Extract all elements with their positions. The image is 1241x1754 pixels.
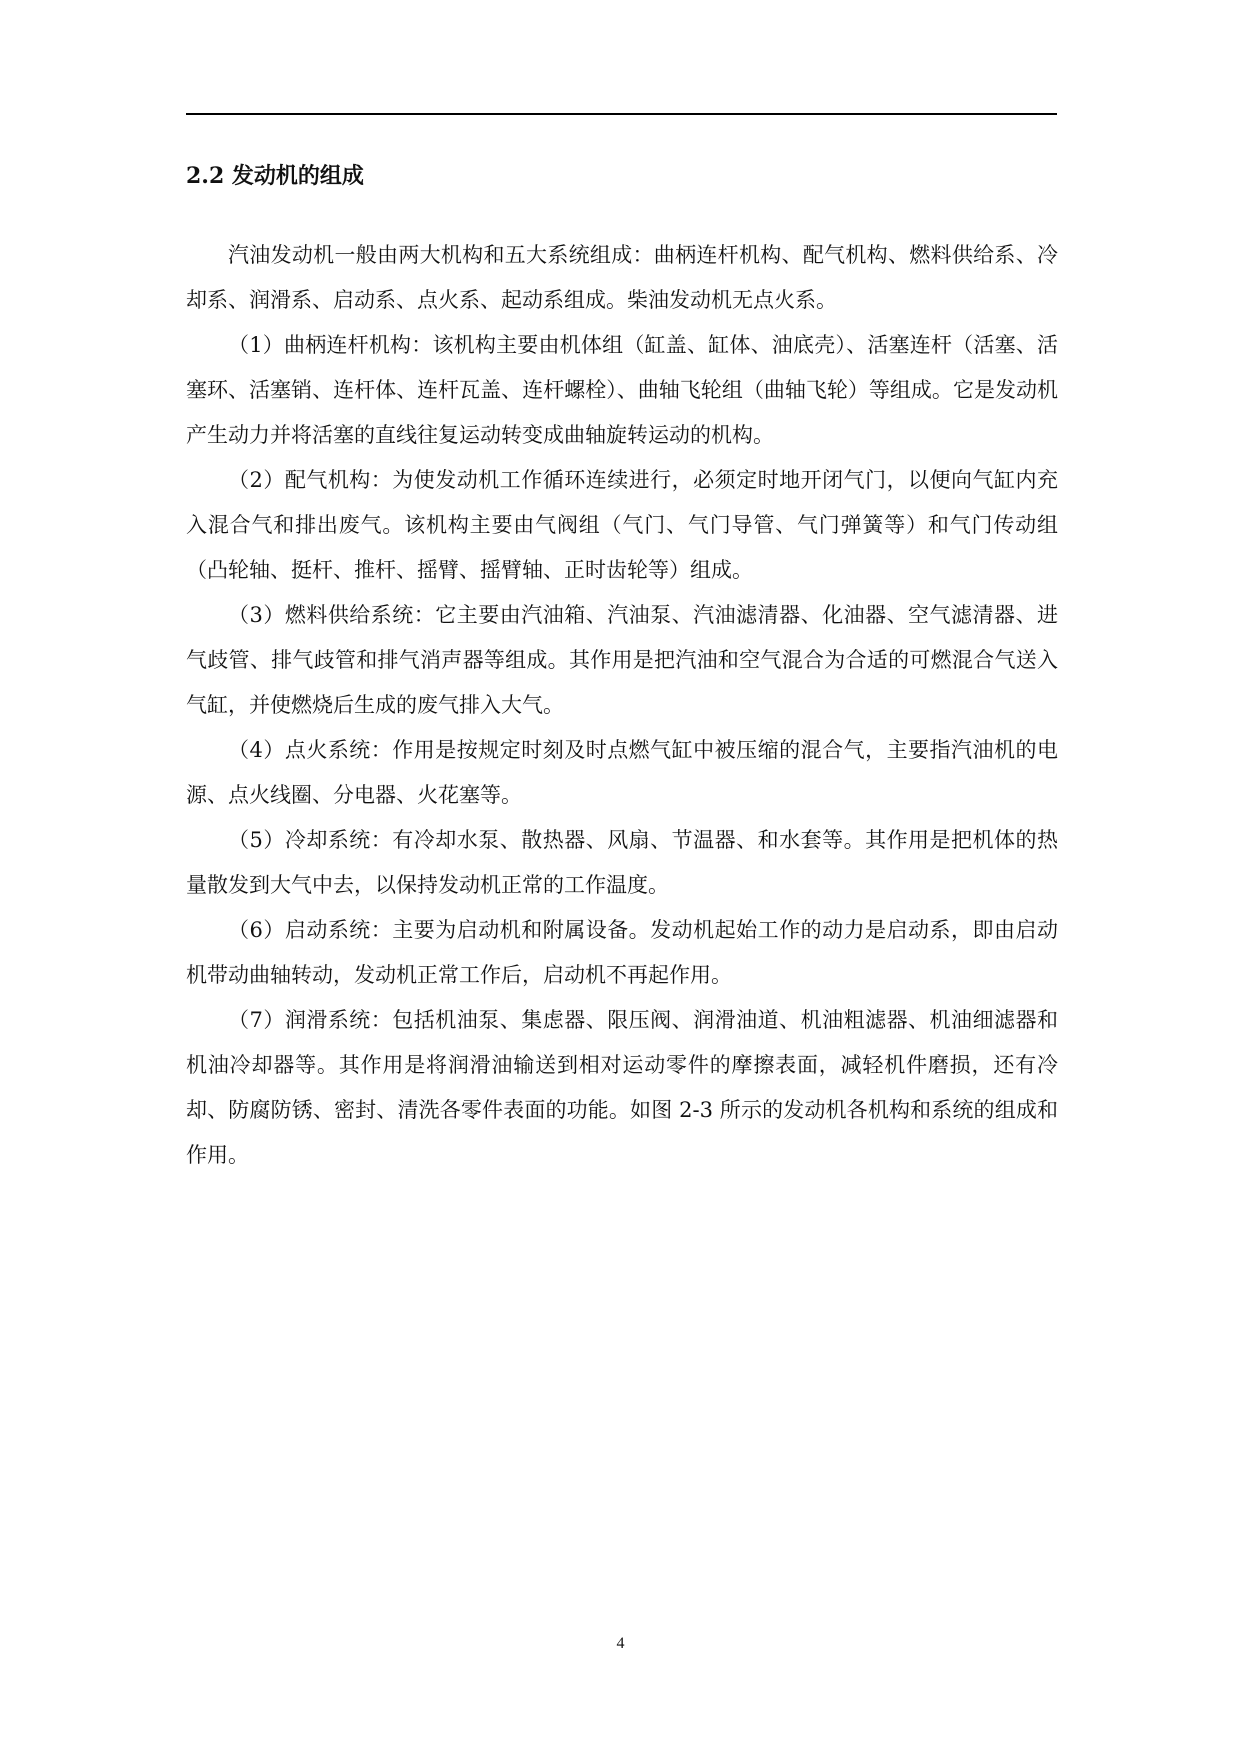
paragraph-valve-train: （2）配气机构：为使发动机工作循环连续进行，必须定时地开闭气门，以便向气缸内充入混合气和排出废气。该机构主要由气阀组（气门、气门导管、气门弹簧等）和气门传动组（凸轮轴、挺杆、推杆、摇臂、摇臂轴、正时齿轮等）组成。 — [186, 468, 1058, 582]
header-rule — [186, 113, 1057, 115]
paragraph-fuel-supply: （3）燃料供给系统：它主要由汽油箱、汽油泵、汽油滤清器、化油器、空气滤清器、进气歧管、排气歧管和排气消声器等组成。其作用是把汽油和空气混合为合适的可燃混合气送入气缸，并使燃烧后生成的废气排入大气。 — [186, 603, 1058, 717]
paragraph-ignition: （4）点火系统：作用是按规定时刻及时点燃气缸中被压缩的混合气，主要指汽油机的电源、点火线圈、分电器、火花塞等。 — [186, 738, 1058, 807]
paragraph-cooling: （5）冷却系统：有冷却水泵、散热器、风扇、节温器、和水套等。其作用是把机体的热量散发到大气中去，以保持发动机正常的工作温度。 — [186, 828, 1058, 897]
paragraph-crank-connecting-rod: （1）曲柄连杆机构：该机构主要由机体组（缸盖、缸体、油底壳）、活塞连杆（活塞、活塞环、活塞销、连杆体、连杆瓦盖、连杆螺栓）、曲轴飞轮组（曲轴飞轮）等组成。它是发动机产生动力并将活塞的直线往复运动转变成曲轴旋转运动的机构。 — [186, 333, 1058, 447]
paragraph-starting: （6）启动系统：主要为启动机和附属设备。发动机起始工作的动力是启动系，即由启动机带动曲轴转动，发动机正常工作后，启动机不再起作用。 — [186, 918, 1058, 987]
intro-paragraph: 汽油发动机一般由两大机构和五大系统组成：曲柄连杆机构、配气机构、燃料供给系、冷却系、润滑系、启动系、点火系、起动系组成。柴油发动机无点火系。 — [186, 243, 1058, 312]
section-heading: 2.2 发动机的组成 — [186, 163, 364, 189]
page-number: 4 — [616, 1635, 625, 1652]
body-text — [186, 233, 1058, 1178]
paragraph-lubrication: （7）润滑系统：包括机油泵、集虑器、限压阀、润滑油道、机油粗滤器、机油细滤器和机油冷却器等。其作用是将润滑油输送到相对运动零件的摩擦表面，减轻机件磨损，还有冷却、防腐防锈、密封、清洗各零件表面的功能。如图 2-3 所示的发动机各机构和系统的组成和作用。 — [186, 1008, 1058, 1167]
